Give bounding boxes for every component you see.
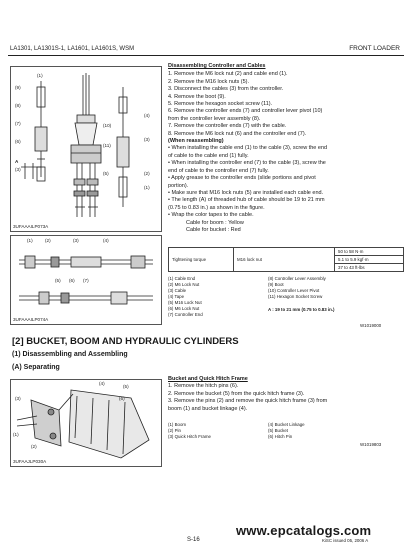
controller-title: Disassembling Controller and Cables bbox=[168, 63, 266, 69]
fig3-callout-1: (1) bbox=[13, 432, 19, 437]
fig3-callout-2: (2) bbox=[31, 444, 37, 449]
fig1-caption: 3UFAAAILP073A bbox=[13, 224, 49, 229]
controller-step: 8. Remove the M6 lock nut (6) and the controller end (7). bbox=[168, 130, 307, 137]
fig2-callout-3: (3) bbox=[73, 238, 79, 243]
controller-code: W1019000 bbox=[360, 323, 382, 328]
controller-assembly-figure bbox=[10, 66, 162, 232]
legend-item: (5) M16 Lock Nut bbox=[168, 300, 202, 305]
controller-step: from the controller lever assembly (8). bbox=[168, 115, 261, 122]
reassembling-note: • Apply grease to the controller ends (slide portions and pivot bbox=[168, 175, 316, 182]
legend-item: (3) Cable bbox=[168, 288, 187, 293]
controller-step: 7. Remove the controller ends (7) with the cable. bbox=[168, 123, 287, 130]
fig2-callout-2: (2) bbox=[45, 238, 51, 243]
bucket-title: Bucket and Quick Hitch Frame bbox=[168, 376, 248, 382]
legend-item: (6) Hitch Pin bbox=[268, 434, 293, 439]
fig1-callout-7: (7) bbox=[15, 121, 21, 126]
legend-item: (6) M6 Lock Nut bbox=[168, 306, 200, 311]
subsubsection-heading: (A) Separating bbox=[12, 364, 60, 371]
fig3-callout-6: (6) bbox=[119, 396, 125, 401]
fig1-callout-3: (3) bbox=[144, 137, 150, 142]
header-models: LA1301, LA1301S-1, LA1601, LA1601S, WSM bbox=[10, 46, 135, 52]
legend-item: (1) Cable End bbox=[168, 276, 196, 281]
legend-item: (10) Controller Lever Pivot bbox=[268, 288, 320, 293]
fig1-callout-10: (10) bbox=[103, 123, 112, 128]
cable-figure bbox=[10, 235, 162, 325]
torque-value-kgfm: 5.1 to 5.9 kgf·m bbox=[335, 256, 404, 264]
fig3-callout-5: (5) bbox=[123, 384, 129, 389]
fig1-callout-2b: (2) bbox=[144, 171, 150, 176]
controller-step: 3. Disconnect the cables (3) from the controller. bbox=[168, 86, 284, 93]
fig2-callout-6: (6) bbox=[69, 278, 75, 283]
reassembling-note: • Wrap the color tapes to the cable. bbox=[168, 212, 254, 219]
fig1-callout-6: (6) bbox=[15, 139, 21, 144]
header-section: FRONT LOADER bbox=[349, 45, 400, 52]
controller-step: 5. Remove the hexagon socket screw (11). bbox=[168, 101, 273, 108]
reassembling-note: portion). bbox=[168, 182, 189, 189]
header-rule bbox=[8, 55, 404, 56]
bucket-figure bbox=[10, 379, 162, 467]
torque-table bbox=[168, 247, 404, 272]
fig2-callout-1: (1) bbox=[27, 238, 33, 243]
length-a-note: A : 19 to 21 mm (0.75 to 0.83 in.) bbox=[268, 307, 335, 312]
bucket-step: boom (1) and bucket linkage (4). bbox=[168, 405, 248, 412]
torque-item: M16 lock nut bbox=[234, 248, 335, 272]
torque-label: Tightening torque bbox=[169, 248, 234, 272]
fig2-caption: 3UFAAAILP074A bbox=[13, 317, 49, 322]
reassembling-note: (0.75 to 0.83 in.) as shown in the figure. bbox=[168, 204, 265, 211]
cable-color-boom: Cable for boom : Yellow bbox=[186, 219, 244, 226]
bucket-step: 1. Remove the hitch pins (6). bbox=[168, 383, 239, 390]
reassembling-title: (When reassembling) bbox=[168, 138, 224, 145]
website-watermark: www.epcatalogs.com bbox=[236, 523, 372, 538]
fig1-callout-1b: (1) bbox=[144, 185, 150, 190]
fig3-caption: 3UFAAJLP030A bbox=[13, 459, 47, 464]
controller-section bbox=[168, 63, 404, 234]
fig1-callout-11: (11) bbox=[103, 143, 111, 148]
fig1-callout-4: (4) bbox=[144, 113, 150, 118]
controller-step: 4. Remove the boot (9). bbox=[168, 93, 226, 100]
issued-note: KiSC issued 05, 2006 A bbox=[322, 538, 369, 543]
controller-step: 2. Remove the M16 lock nuts (5). bbox=[168, 78, 250, 85]
legend-item: (2) M6 Lock Nut bbox=[168, 282, 200, 287]
bucket-drawing bbox=[11, 380, 161, 466]
fig1-callout-A: A bbox=[15, 159, 19, 164]
fig3-callout-4: (4) bbox=[99, 381, 105, 386]
legend-item: (5) Bucket bbox=[268, 428, 289, 433]
controller-step: 1. Remove the M6 lock nut (2) and cable end (1). bbox=[168, 71, 288, 78]
subsection-heading: (1) Disassembling and Assembling bbox=[12, 351, 128, 358]
fig1-callout-3b: (3) bbox=[15, 167, 21, 172]
legend-item: (11) Hexagon Socket Screw bbox=[268, 294, 323, 299]
fig1-callout-5: (5) bbox=[103, 171, 109, 176]
legend-item: (1) Boom bbox=[168, 422, 187, 427]
fig1-callout-8: (8) bbox=[15, 103, 21, 108]
fig1-callout-1: (1) bbox=[37, 73, 43, 78]
legend-item: (4) Bucket Linkage bbox=[268, 422, 305, 427]
legend-item: (8) Controller Lever Assembly bbox=[268, 276, 326, 281]
bucket-section bbox=[168, 376, 404, 413]
reassembling-note: • The length (A) of threaded hub of cable should be 19 to 21 mm bbox=[168, 197, 325, 204]
controller-legend-right bbox=[268, 276, 326, 300]
legend-item: (2) Pin bbox=[168, 428, 181, 433]
fig1-callout-9: (9) bbox=[15, 85, 21, 90]
cable-color-bucket: Cable for bucket : Red bbox=[186, 226, 241, 233]
controller-legend-left bbox=[168, 276, 203, 318]
legend-item: (9) Boot bbox=[268, 282, 284, 287]
bucket-code: W1019803 bbox=[360, 442, 382, 447]
reassembling-note: • When installing the cable end (1) to the cable (3), screw the end bbox=[168, 145, 328, 152]
fig3-callout-3: (3) bbox=[15, 396, 21, 401]
reassembling-note: • When installing the controller end (7) to the cable (3), screw the bbox=[168, 160, 326, 167]
torque-value-nm: 50 to 58 N·m bbox=[335, 248, 404, 256]
torque-value-ftlbs: 37 to 43 ft-lbs bbox=[335, 264, 404, 272]
reassembling-note: • Make sure that M16 lock nuts (5) are installed each cable end. bbox=[168, 189, 324, 196]
section-heading: [2] BUCKET, BOOM AND HYDRAULIC CYLINDERS bbox=[12, 336, 239, 347]
reassembling-note: of cable to the cable end (1) fully. bbox=[168, 152, 249, 159]
bucket-step: 2. Remove the bucket (5) from the quick hitch frame (3). bbox=[168, 390, 305, 397]
fig2-callout-5: (5) bbox=[55, 278, 61, 283]
reassembling-note: end of cable to the controller end (7) fully. bbox=[168, 167, 269, 174]
bucket-step: 3. Remove the pins (2) and remove the quick hitch frame (3) from bbox=[168, 398, 328, 405]
legend-item: (4) Tape bbox=[168, 294, 185, 299]
legend-item: (3) Quick Hitch Frame bbox=[168, 434, 211, 439]
fig2-callout-4: (4) bbox=[103, 238, 109, 243]
fig2-callout-7: (7) bbox=[83, 278, 89, 283]
controller-step: 6. Remove the controller ends (7) and controller lever pivot (10) bbox=[168, 108, 323, 115]
controller-assembly-drawing bbox=[11, 67, 161, 231]
bucket-legend-left bbox=[168, 422, 211, 440]
page-number: S-16 bbox=[187, 537, 200, 543]
bucket-legend-right bbox=[268, 422, 305, 440]
legend-item: (7) Controller End bbox=[168, 312, 203, 317]
